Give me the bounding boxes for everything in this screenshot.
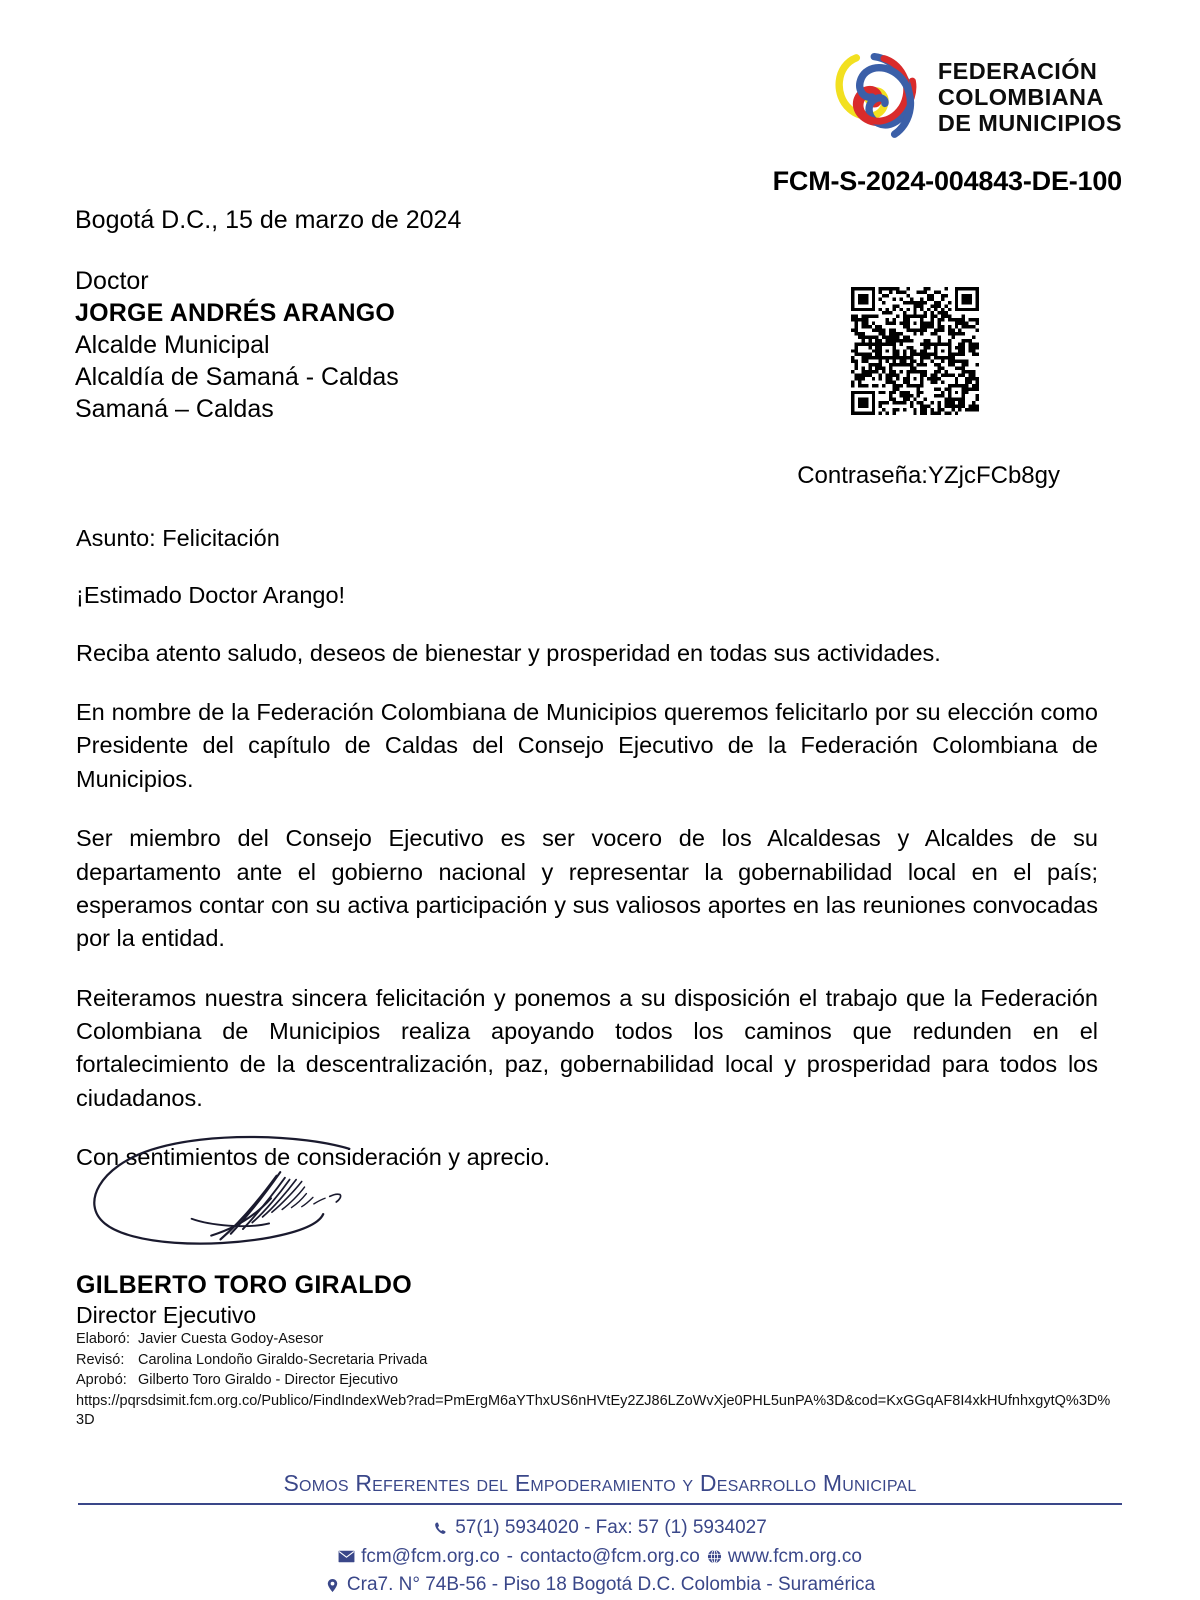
handwritten-signature-icon bbox=[66, 1118, 446, 1258]
signer-name: GILBERTO TORO GIRALDO bbox=[76, 1271, 412, 1299]
metadata-label: Aprobó: bbox=[76, 1372, 127, 1389]
metadata-row bbox=[76, 1350, 1116, 1371]
envelope-icon bbox=[338, 1550, 355, 1563]
logo-line-2: COLOMBIANA bbox=[937, 83, 1104, 110]
subject-line: Asunto: Felicitación bbox=[76, 525, 280, 551]
recipient-name: JORGE ANDRÉS ARANGO bbox=[75, 299, 396, 327]
letter-body bbox=[76, 522, 1098, 1200]
footer-divider bbox=[78, 1503, 1122, 1505]
body-paragraph-3: Ser miembro del Consejo Ejecutivo es ser vocero de los Alcaldesas y Alcaldes de su departamento ante el gobierno nacional y representar la gobernabilidad local en el país; esperamos contar con su activa participación y sus valiosos aportes en las reuniones convocadas por la entidad. bbox=[76, 825, 1098, 952]
location-pin-icon bbox=[325, 1578, 340, 1593]
footer-phone: 57(1) 5934020 - Fax: 57 (1) 5934027 bbox=[455, 1517, 767, 1538]
footer-contact bbox=[0, 1514, 1200, 1600]
recipient-position: Alcalde Municipal bbox=[75, 331, 270, 359]
metadata-value: Gilberto Toro Giraldo - Director Ejecutivo bbox=[138, 1372, 399, 1389]
footer-address-line bbox=[0, 1571, 1200, 1600]
greeting-line: ¡Estimado Doctor Arango! bbox=[76, 582, 346, 609]
metadata-label: Revisó: bbox=[76, 1351, 125, 1368]
body-paragraph-2: En nombre de la Federación Colombiana de Municipios queremos felicitarlo por su elección como Presidente del capítulo de Caldas del Consejo Ejecutivo de la Federación Colombiana de Municipios. bbox=[76, 699, 1098, 792]
logo-line-1: FEDERACIÓN bbox=[937, 57, 1098, 84]
metadata-row bbox=[76, 1370, 1116, 1391]
metadata-row bbox=[76, 1329, 1116, 1350]
logo-line-3: DE MUNICIPIOS bbox=[937, 110, 1122, 137]
recipient-location: Samaná – Caldas bbox=[75, 395, 274, 423]
phone-icon bbox=[433, 1521, 448, 1536]
password-line: Contraseña:YZjcFCb8gy bbox=[797, 462, 1060, 489]
page-footer bbox=[0, 1470, 1200, 1600]
signer-role: Director Ejecutivo bbox=[76, 1302, 257, 1328]
recipient-salutation: Doctor bbox=[75, 267, 149, 295]
recipient-block bbox=[75, 265, 399, 425]
body-paragraph-5: Con sentimientos de consideración y aprecio. bbox=[76, 1144, 551, 1171]
recipient-entity: Alcaldía de Samaná - Caldas bbox=[75, 363, 399, 391]
footer-website[interactable]: www.fcm.org.co bbox=[727, 1545, 862, 1567]
metadata-label: Elaboró: bbox=[76, 1331, 131, 1347]
footer-email-line bbox=[0, 1543, 1200, 1572]
fcm-spiral-logo-icon bbox=[826, 48, 924, 146]
footer-email-2[interactable]: contacto@fcm.org.co bbox=[520, 1545, 700, 1567]
document-code: FCM-S-2024-004843-DE-100 bbox=[772, 166, 1122, 196]
logo-row bbox=[692, 48, 1122, 146]
date-line: Bogotá D.C., 15 de marzo de 2024 bbox=[75, 206, 462, 234]
verification-url[interactable]: https://pqrsdsimit.fcm.org.co/Publico/FindIndexWeb?rad=PmErgM6aYThxUS6nHVtEy2ZJ86LZoWvXje0PHL5unPA%3D&cod=KxGGqAF8I4xkHUfnhxgytQ%3D%3D bbox=[76, 1392, 1111, 1428]
footer-tagline: Somos Referentes del Empoderamiento y Desarrollo Municipal bbox=[283, 1470, 917, 1496]
body-paragraph-4: Reiteramos nuestra sincera felicitación y ponemos a su disposición el trabajo que la Federación Colombiana de Municipios realiza apoyando todos los caminos que redunden en el fortalecimiento de la descentralización, paz, gobernabilidad local y prosperidad para todos los ciudadanos. bbox=[76, 984, 1098, 1111]
body-paragraph-1: Reciba atento saludo, deseos de bienestar y prosperidad en todas sus actividades. bbox=[76, 639, 941, 666]
footer-email-separator: - bbox=[506, 1545, 513, 1567]
footer-phone-line bbox=[0, 1514, 1200, 1543]
organization-name bbox=[938, 58, 1122, 137]
metadata-value: Carolina Londoño Giraldo-Secretaria Privada bbox=[138, 1351, 428, 1368]
footer-address: Cra7. N° 74B-56 - Piso 18 Bogotá D.C. Colombia - Suramérica bbox=[346, 1574, 876, 1595]
qr-code[interactable] bbox=[851, 287, 979, 415]
document-metadata bbox=[76, 1329, 1116, 1430]
letterhead bbox=[692, 48, 1122, 197]
footer-email-1[interactable]: fcm@fcm.org.co bbox=[361, 1545, 500, 1567]
globe-icon bbox=[707, 1549, 722, 1564]
metadata-value: Javier Cuesta Godoy-Asesor bbox=[138, 1331, 324, 1347]
